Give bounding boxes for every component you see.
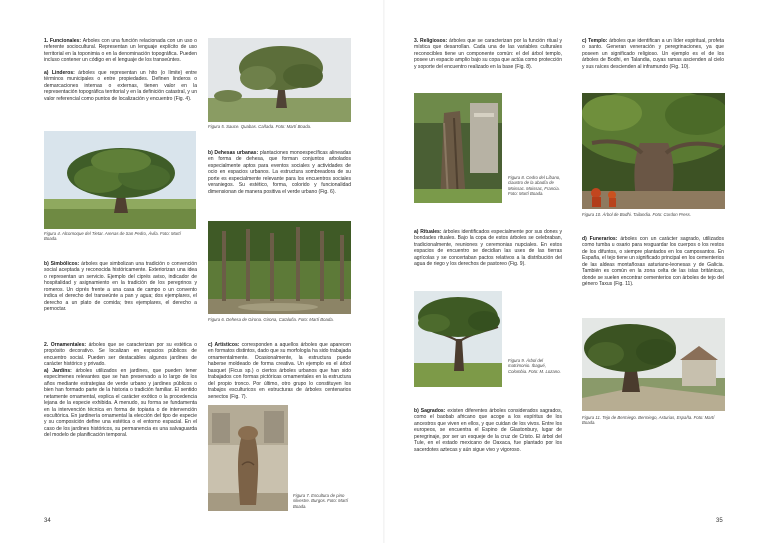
figure-11-caption: Figura 11. Tejo de Bermiego. Bermiego, Asturias, España. Foto: Martí Boada. [582, 415, 715, 426]
page-number-right: 35 [716, 518, 723, 524]
text-column-right-2 [414, 229, 562, 287]
paragraph-jardines: a) Jardíns: árboles utilizados en jardines, que pueden tener especímenes relevantes que se han preservado a lo largo de los años mediante estrategias de verde urbano y jardines públicos o bien han formado parte de la historia o tradición familiar. El sentido netamente ornamental, explica el carácter exótico o la procedencia lejana de la especie exhibida. A menudo, su forma se fundamenta en la intervención técnica en forma de topiaria o de intervención escultórica. En jardinería ornamental la elección del tipo de especie y su composición define una estética o el entorno espacial. En el caso de los jardines históricos, su permanencia es una salvaguarda del modelo de planificación temporal. [44, 367, 197, 439]
figure-9-caption: Figura 9. Árbol del matrimonio. Ibagué, Colombia. Foto: M. Lozano. [508, 358, 561, 374]
text-column-left-3 [44, 342, 197, 492]
figure-7-photo [208, 405, 288, 511]
text-column-right-1 [414, 38, 562, 94]
paragraph-religiosos: 3. Religiosos: árboles que se caracterizan por la función ritual y mística que desarrollan. Cada una de las variables culturales reconocibles tiene un componente común: el del árbol templo, posee un espacio amplio bajo su copa que actúa como protección y soporte del encuentro realizado en la base (Fig. 8). [414, 38, 562, 70]
figure-6-caption: Figura 6. Dehesa de Girona. Girona, Cataluña. Foto: Martí Boada. [208, 317, 334, 322]
figure-10-photo [582, 93, 725, 209]
paragraph-rituales: a) Rituales: árboles identificados especialmente por sus dones y bondades rituales. Bajo la copa de estos árboles se celebraban, tradicionalmente, reuniones y ceremonias nupciales. En estos espacios de encuentro se decidían las uses de las tierras agrícolas y se concertaban pactos relativos a la distribución del agua de riego y los derechos de pastoreo (Fig. 9). [414, 229, 562, 268]
paragraph-simbolicos: b) Simbólicos: árboles que simbolizan una tradición o convención social aceptada y reconocida históricamente. Exteriorizan una idea o representan un servicio. Ejemplo del ciprés aviso, indicador de hospitalidad y asignamiento en la tradición de los peregrinos y romeros. Un ciprés frente a una casa de campo o un convento indica el derecho del transeúnte a pan y agua; dos ejemplares, el derecho a un plato de comida; tres ejemplares, el derecho a pernoctar. [44, 261, 197, 313]
paragraph-funcionales: 1. Funcionales: Árboles con una función relacionada con un uso o referente sociocultural. Representan un lenguaje explícito de uso territorial en la toponimia o en la denominación topográfica. Pueden incluso contener un código en el lenguaje de los transeúntes. [44, 38, 197, 64]
text-column-left-2 [44, 261, 197, 335]
text-column-right-5 [582, 236, 724, 312]
figure-4-caption: Figura 4. Alcornoque del Tietar. Arenas de San Pedro, Ávila. Foto: Martí Boada. [44, 231, 181, 242]
figure-8-photo [414, 93, 502, 203]
figure-8-caption: Figura 8. Cedro del Líbano, claustro de la abadía de Moissac. Moissac, Francia. Foto: Martí Boada. [508, 175, 561, 197]
text-column-left-4 [208, 150, 351, 212]
text-column-right-3 [414, 408, 562, 494]
paragraph-ornamentales: 2. Ornamentales: árboles que se caracterizan por su estética o propósito decorativo. Se localizan en espacios públicos de encuentro social. Pueden ser destacables algunos jardines de carácter histórico y privado. [44, 342, 197, 368]
figure-9-photo [414, 291, 502, 387]
paragraph-templo: c) Templo: árboles que identifican a un líder espiritual, profeta o santo. Generan veneración y peregrinaciones, ya que poseen un significado religioso. Un ejemplo es el de los árboles de Bodhi, en Talandia, cuyas ramas ascienden al cielo y sus raíces descienden al inframundo (Fig. 10). [582, 38, 724, 70]
figure-11-photo [582, 318, 725, 411]
page-gutter [383, 0, 385, 543]
figure-5-caption: Figura 5. Sauce. Quabas. Cañada. Foto: Martí Boada. [208, 124, 312, 129]
paragraph-linderos: a) Linderos: árboles que representan un hito (o límite) entre términos municipales o entre propiedades. Definen linderos o demarcaciones internas o externas, tienen valor en la representación topográfica territorial y en la definición catastral, y un valor referencial como puntos de localización y encuentro (Fig. 4). [44, 69, 197, 102]
text-column-left-1 [44, 38, 197, 126]
paragraph-sagrados: b) Sagrados: existen diferentes árboles considerados sagrados, como el baobab africano que acoge a los espíritus de los ancestros que viven en ellos, y que cuidan de los vivos. Entre los europeos, se encuentra el Espino de Glastonbury, lugar de peregrinaje, por ser un esqueje de la cruz de Cristo. El árbol del Tule, en el estado mexicano de Oaxaca, fue plantado por los sacerdotes aztecas y aún sigue vivo y vigoroso. [414, 408, 562, 453]
paragraph-artisticos: c) Artísticos: corresponden a aquellos árboles que aparecen en formatos distintos, dado que su morfología ha sido trabajada ornamentalmente. Ocasionalmente, la estructura puede haberse moldeado de forma creativa. Un ejemplo es el árbol basquet (Ficus sp.) o ciertos árboles urbanos que han sido trabajados con formas pictóricas ornamentales en la estructura del propio tronco. Por último, otro grupo lo constituyen los trabajos esculturicos en estructuras de árboles centenarios senectos (Fig. 7). [208, 342, 351, 400]
page-number-left: 34 [44, 518, 51, 524]
figure-7-caption: Figura 7. Escultura de pino silvestre. Burgos. Foto: Martí Boada. [293, 493, 348, 509]
text-column-right-4 [582, 38, 724, 88]
paragraph-dehesas: b) Dehesas urbanas: plantaciones monoespecíficas alineadas en forma de dehesa, que forman conjuntos arbolados especialmente aptos para eventos sociales y actividades de ocio en espacios urbanos. La estructura sombreadora de su porte es especialmente relevante para los encuentros sociales veraniegos. Su estético, forma, colorido y funcionalidad dimensionan de manera positiva el verde urbano (Fig. 6). [208, 150, 351, 195]
paragraph-funerarios: d) Funerarios: árboles con un carácter sagrado, utilizados como tumba u osario para resguardar los cuerpos o los restos de los difuntos, o siempre plantados en los camposantos. En España, el tejo tiene un significado principal en los cementerios de las aldeas montañosas asturiano-leonesas y de Galicia. También es común en la zona celta de las islas británicas, donde se suelen encontrar cementerios con árboles de tejo del género Taxus (Fig. 11). [582, 236, 724, 288]
figure-4-photo [44, 131, 196, 229]
figure-6-photo [208, 221, 351, 314]
figure-5-photo [208, 38, 351, 122]
figure-10-caption: Figura 10. Árbol de Bodhi. Tailandia. Foto: Cordon Press. [582, 212, 691, 217]
